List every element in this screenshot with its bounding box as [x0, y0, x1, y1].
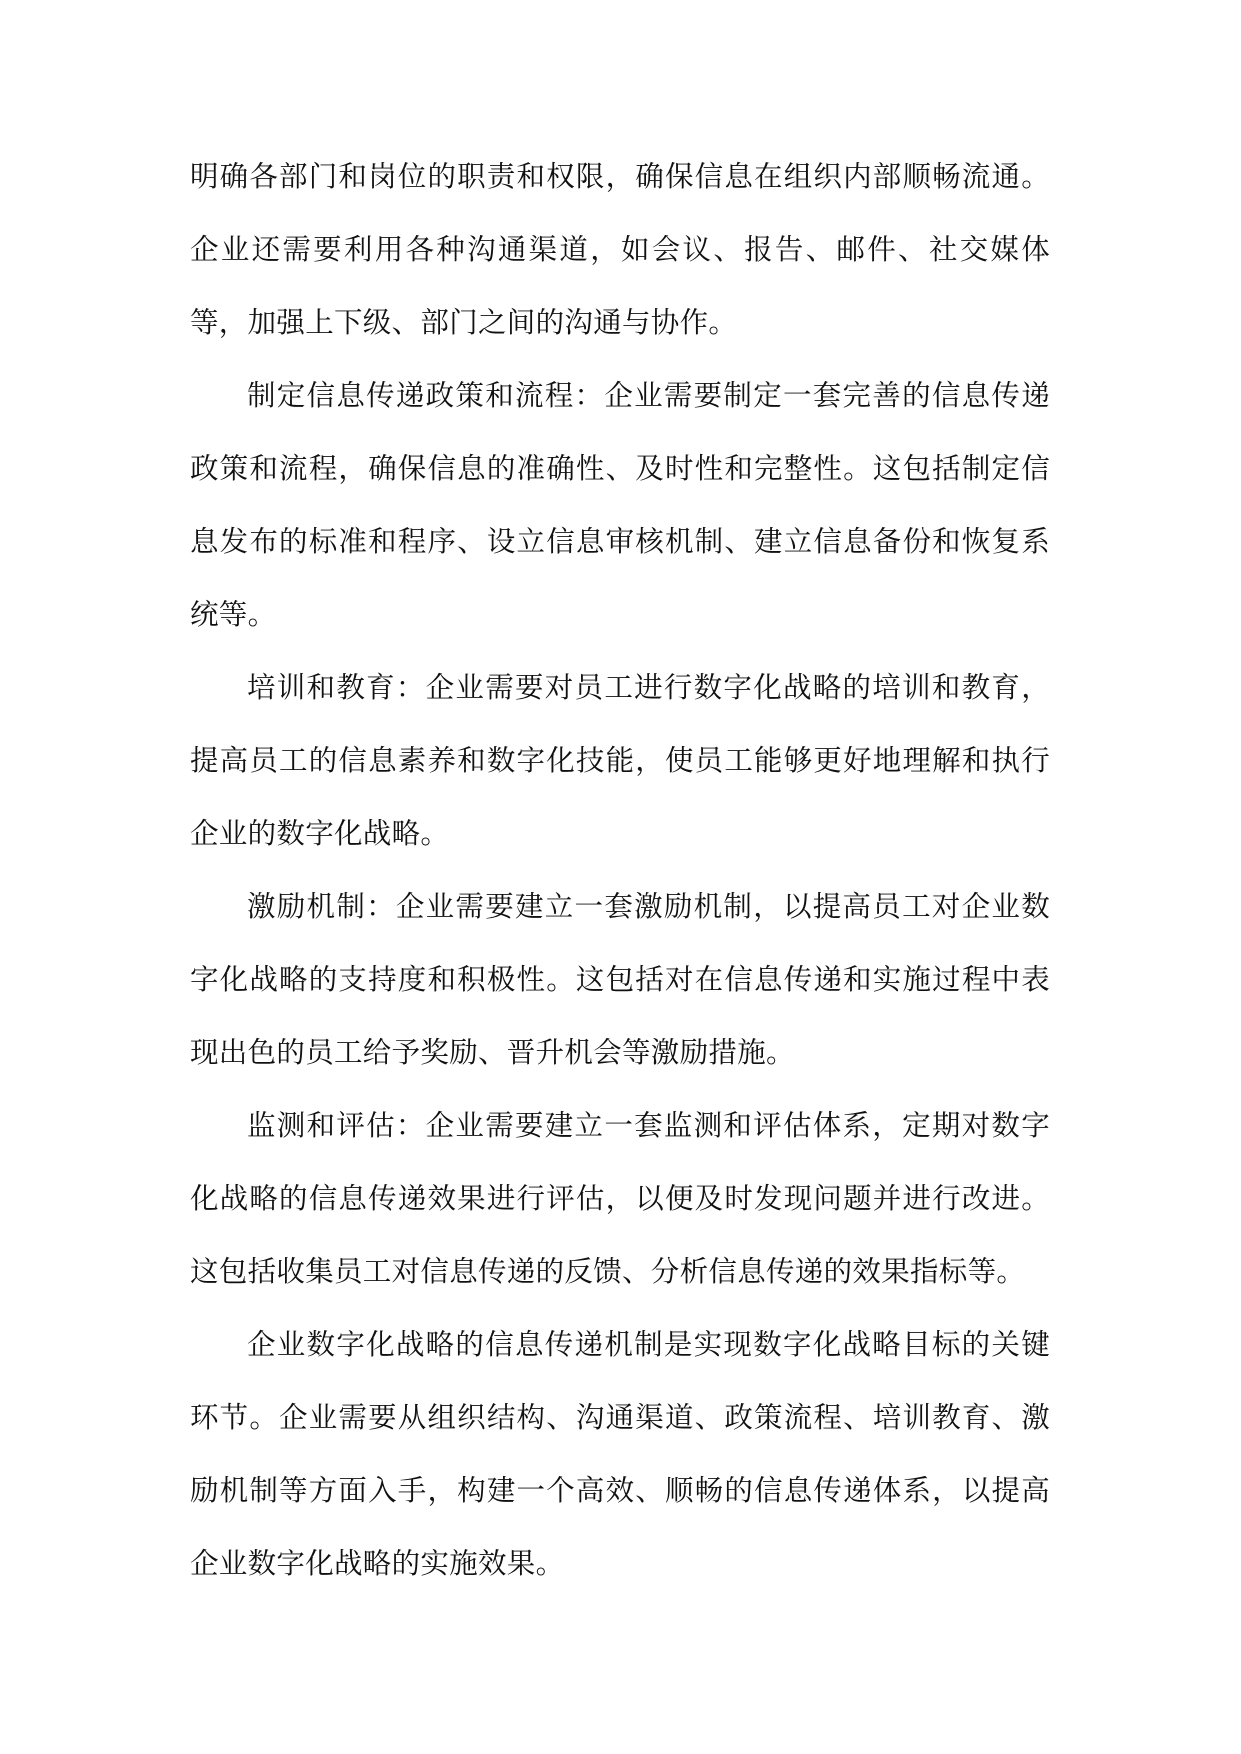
document-body: [190, 140, 1050, 1600]
paragraph-continuation: 明确各部门和岗位的职责和权限，确保信息在组织内部顺畅流通。企业还需要利用各种沟通渠道，如会议、报告、邮件、社交媒体等，加强上下级、部门之间的沟通与协作。: [190, 160, 1050, 339]
paragraph-monitoring-evaluation: 监测和评估：企业需要建立一套监测和评估体系，定期对数字化战略的信息传递效果进行评估，以便及时发现问题并进行改进。这包括收集员工对信息传递的反馈、分析信息传递的效果指标等。: [190, 1109, 1050, 1288]
paragraph-incentive-mechanism: 激励机制：企业需要建立一套激励机制，以提高员工对企业数字化战略的支持度和积极性。这包括对在信息传递和实施过程中表现出色的员工给予奖励、晋升机会等激励措施。: [190, 890, 1050, 1069]
paragraph-conclusion: 企业数字化战略的信息传递机制是实现数字化战略目标的关键环节。企业需要从组织结构、沟通渠道、政策流程、培训教育、激励机制等方面入手，构建一个高效、顺畅的信息传递体系，以提高企业数字化战略的实施效果。: [190, 1328, 1050, 1580]
paragraph-training-education: 培训和教育：企业需要对员工进行数字化战略的培训和教育，提高员工的信息素养和数字化技能，使员工能够更好地理解和执行企业的数字化战略。: [190, 671, 1050, 850]
paragraph-policy-process: 制定信息传递政策和流程：企业需要制定一套完善的信息传递政策和流程，确保信息的准确性、及时性和完整性。这包括制定信息发布的标准和程序、设立信息审核机制、建立信息备份和恢复系统等。: [190, 379, 1050, 631]
